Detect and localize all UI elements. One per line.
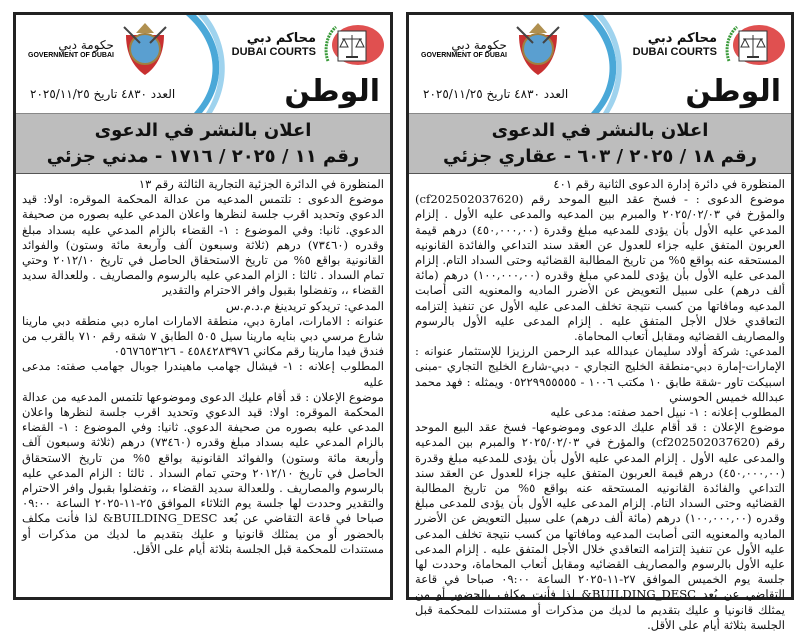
notice-paragraph: المدعي: شركة أولاد سليمان عبدالله عبد الرحمن الرزيزا للإستثمار عنوانه : الإمارات-إمارة دبي-منطقة الخليج التجاري - دبي-شارع الخليج التجاري -مبنى اسبيكت تاور -شقة طابق ١٠ مكتب ١٠٠٦ - ٠٥٢٢٩٩٥٥٥٥٥ ويمثله : فهد محمد عبدالله خميس الحوسني bbox=[415, 344, 785, 404]
notice-paragraph: المطلوب إعلانه : ١- فيشال جهامب ماهيندرا جوبال جهامب صفته: مدعى عليه bbox=[22, 359, 384, 389]
notice-paragraph: المنظورة في دائرة إدارة الدعوى الثانية رقم ٤٠١ bbox=[553, 177, 785, 191]
dubai-emblem-icon bbox=[120, 21, 170, 77]
notice-title-bar bbox=[16, 114, 390, 174]
notice-paragraph: موضوع الدعوى : - فسخ عقد البيع الموحد رقم (cf202502037620) والمؤرخ في ٢٠٢٥/٠٢/٠٣ والمبرم بين المدعيه والمدعى عليه الأول . إلزام المدعي عليه الأول بأن يؤدى للمدعيه مبلغ وقدرة (٤٥٠,٠٠٠,٠٠) درهم قيمة العربون المتفق عليه جزاء للعدول عن العقد سند التداعي والفائدة القانونيه المستحقه عنه بواقع ٥% من تاريخ المطالبة القضائيه وحتى السداد التام. إلزام المدعى عليه الأول بأن يؤدى للمدعي مبلغ وقدره (١٠٠,٠٠٠,٠٠) درهم (مائة ألف درهم) على سبيل التعويض عن الأضرر الماديه والمعنويه التى أصابت المدعيه ومافاتها من كسب نتيجة تخلف المدعى عليه الأول عن تنفيذ إلتزامه التعاقدي خلال الأجل المتفق عليه . إلزام المدعى عليه الأول بالرسوم والمصاريف القضائيه ومقابل أتعاب المحاماة. bbox=[415, 192, 786, 344]
notice-paragraph: موضوع الإعلان : قد أقام عليك الدعوى وموضوعها تلتمس المدعيه من عدالة المحكمة الموقره: اولا: قيد الدعوي وتحديد اقرب جلسة لنظرها واعلان المدعي عليه بصوره من صحيفة الدعوي. ثانيا: وفي الموضوع : ١- القضاء بالزام المدعي عليه بسداد مبلغ وقدره (٧٣٤٦٠) درهم (ثلاثة وسبعون آلف وأربعة مائة وستون) والفوائد القانونية بواقع ٥% من تاريخ الاستحقاق الحاصل في تاريخ ٢٠١٢/١٠ وحتي تمام السداد . ثالثا : الزام المدعي عليه بالرسوم والمصاريف . وللعدالة سديد القضاء ،، وتفضلوا بقبول وافر الاحترام والتقدير وحددت لها جلسة يوم الثلاثاء الموافق ٢٥-١١-٢٠٢٥ الساعة ٠٩:٠٠ صباحا في قاعة التقاضي عن بُعد BUILDING_DESC& لذا فأنت مكلف بالحضور أو من يمثلك قانونيا و عليك بتقديم ما لديك من مذكرات أو مستندات للمحكمة قبل الجلسة بثلاثة أيام على الأقل. bbox=[22, 389, 385, 556]
notice-paragraph: المدعي: تريدكو تريدينغ م.د.م.س bbox=[225, 298, 384, 313]
wave-decoration bbox=[577, 15, 623, 113]
notice-header bbox=[16, 15, 390, 114]
dubai-courts-logo: محاكم دبي DUBAI COURTS bbox=[633, 23, 785, 67]
wave-decoration bbox=[180, 15, 226, 113]
dubai-courts-logo: محاكم دبي DUBAI COURTS bbox=[232, 23, 384, 67]
notice-body bbox=[409, 174, 791, 633]
notice-paragraph: المطلوب إعلانه : ١- نبيل احمد صفته: مدعى عليه bbox=[550, 405, 785, 420]
notice-body bbox=[16, 174, 390, 557]
issue-date: العدد ٤٨٣٠ تاريخ ٢٠٢٥/١١/٢٥ bbox=[423, 87, 569, 101]
dubai-emblem-icon bbox=[513, 21, 563, 77]
notice-paragraph: المنظورة في الدائرة الجزئية التجارية الثالثة رقم ١٣ bbox=[138, 177, 384, 191]
newspaper-masthead: الوطن bbox=[685, 74, 781, 109]
notice-title-bar bbox=[409, 114, 791, 174]
notice-paragraph: عنوانه : الامارات، امارة دبي، منطقة الامارات اماره دبي منطقه دبي مارينا شارع مرسي دبي بنايه مارينا سيل ٥٠٥ الطابق ٧ شقه رقم ٧١٠ بالقرب من فندق فيدا مارينا رقم مكاني ٤٥٨٤٢٨٣٩٧٦ - ٠٥٦٧٦٥٣٦٢٦ bbox=[22, 313, 384, 359]
scales-of-justice-icon bbox=[322, 23, 384, 67]
issue-date: العدد ٤٨٣٠ تاريخ ٢٠٢٥/١١/٢٥ bbox=[30, 87, 176, 101]
government-of-dubai-logo: حكومة دبي GOVERNMENT OF DUBAI bbox=[28, 21, 170, 77]
case-number: رقم ١١ / ٢٠٢٥ / ١٧١٦ - مدني جزئي bbox=[46, 146, 360, 167]
notice-paragraph: موضوع الدعوى : تلتمس المدعيه من عدالة المحكمة الموقره: اولا: قيد الدعوي وتحديد اقرب جلسة لنظرها واعلان المدعي عليه بصوره من صحيفة الدعوي. ثانيا: وفي الموضوع : ١- القضاء بالزام المدعي عليه بسداد مبلغ وقدره (٧٣٤٦٠) درهم (ثلاثة وسبعون آلف وآربعة مائة وستون) والفوائد القانونية بواقع ٥% من تاريخ الاستحقاق الحاصل في تاريخ ٢٠١٢/١٠ وحتي تمام السداد . ثالثا : الزام المدعي عليه بالرسوم والمصاريف . وللعدالة سديد القضاء ،، وتفضلوا بقبول وافر الاحترام والتقدير bbox=[22, 192, 385, 298]
notice-paragraph: موضوع الإعلان : قد أقام عليك الدعوى وموضوعها- فسخ عقد البيع الموحد رقم (cf202502037620) والمؤرخ في ٢٠٢٥/٠٢/٠٣ والمبرم بين المدعيه والمدعى عليه الأول . إلزام المدعي عليه الأول بأن يؤدى للمدعيه مبلغ وقدرة (٤٥٠,٠٠٠,٠٠) درهم قيمة العربون المتفق عليه جزاء للعدول عن العقد سند التداعي والفائدة القانونيه المستحقه عنه بواقع ٥% من تاريخ المطالبة القضائيه وحتى السداد التام. إلزام المدعى عليه الأول بأن يؤدى للمدعى مبلغ وقدره (١٠٠,٠٠٠,٠٠) درهم (مائة ألف درهم) على سبيل التعويض عن الأضرر الماديه والمعنويه التى أصابت المدعيه ومافاتها من كسب نتيجة تخلف المدعى عليه الأول عن تنفيذ إلتزامه التعاقدي خلال الأجل المتفق عليه . إلزام المدعى عليه الأول بالرسوم والمصاريف القضائيه ومقابل أتعاب المحاماة، وحددت لها جلسة يوم الخميس الموافق ٢٧-١١-٢٠٢٥ الساعة ٠٩:٠٠ صباحا في قاعة التقاضي عن بُعد BUILDING_DESC& لذا فأنت مكلف بالحضور أو من يمثلك قانونيا و عليك بتقديم ما لديك من مذكرات أو مستندات للمحكمة قبل الجلسة بثلاثة أيام على الأقل. bbox=[415, 420, 786, 632]
case-number: رقم ١٨ / ٢٠٢٥ / ٦٠٣ - عقاري جزئي bbox=[443, 146, 757, 167]
legal-notice-right bbox=[406, 12, 794, 632]
notice-header bbox=[409, 15, 791, 114]
government-of-dubai-logo: حكومة دبي GOVERNMENT OF DUBAI bbox=[421, 21, 563, 77]
legal-notice-left bbox=[13, 12, 393, 600]
notice-title: اعلان بالنشر في الدعوى bbox=[491, 120, 709, 141]
scales-of-justice-icon bbox=[723, 23, 785, 67]
newspaper-masthead: الوطن bbox=[284, 74, 380, 109]
notice-title: اعلان بالنشر في الدعوى bbox=[94, 120, 312, 141]
